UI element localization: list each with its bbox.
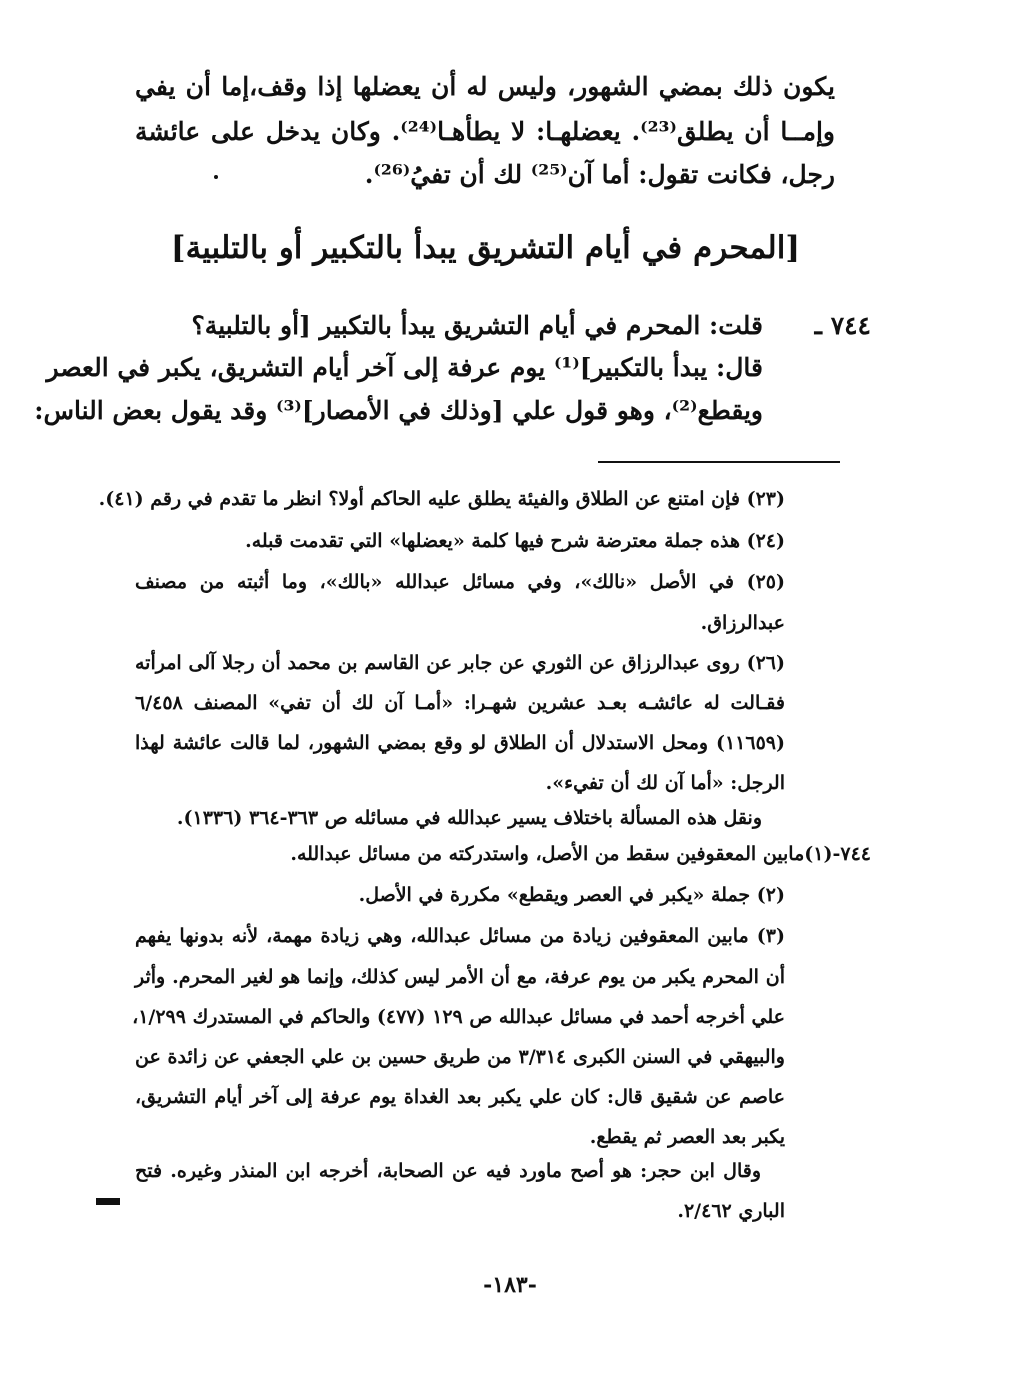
question-line: قلت: المحرم في أيام التشريق يبدأ بالتكبير [أو بالتلبية؟ [191,311,763,340]
answer-line-2: ويقطع⁽²⁾، وهو قول علي [وذلك في الأمصار]⁽³⁾ وقد يقول بعض الناس: [34,396,763,425]
body-line-2: وإمــا أن يطلق⁽²³⁾. يعضلهـا: لا يطأهـا⁽²⁴⁾. وكان يدخل على عائشة [135,117,835,146]
footnote-line: (٢٦) روى عبدالرزاق عن الثوري عن جابر عن القاسم بن محمد أن رجلا آلى امرأته [135,652,785,674]
footnote-line: والبيهقي في السنن الكبرى ٣/٣١٤ من طريق حسين بن علي الجعفي عن زائدة عن [135,1046,785,1068]
footnote-line: علي أخرجه أحمد في مسائل عبدالله ص ١٢٩ (٤٧٧) والحاكم في المستدرك ١/٢٩٩، [132,1006,785,1028]
footnote-line: يكبر بعد العصر ثم يقطع. [589,1126,785,1148]
footnote-line: فقـالت له عائشـه بعـد عشرين شهـرا: «أمـا آن لك أن تفي» المصنف ٦/٤٥٨ [135,692,785,714]
body-line-3: رجل، فكانت تقول: أما آن⁽²⁵⁾ لك أن تفيُ⁽²⁶⁾. [364,160,835,189]
body-line-1: يكون ذلك بمضي الشهور، وليس له أن يعضلها إذا وقف،إما أن يفي [135,72,835,101]
footnote-line: (٢٤) هذه جملة معترضة شرح فيها كلمة «يعضلها» التي تقدمت قبله. [245,530,785,552]
page-number: -١٨٣- [483,1272,537,1298]
footnote-line: (٢) جملة «يكبر في العصر ويقطع» مكررة في الأصل. [358,884,785,906]
footnote-line: (٢٣) فإن امتنع عن الطلاق والفيئة يطلق عليه الحاكم أولا؟ انظر ما تقدم في رقم (٤١). [98,488,785,510]
footnote-line: الرجل: «أما آن لك أن تفيء». [545,772,785,794]
footnote-line: وقال ابن حجر: هو أصح ماورد فيه عن الصحابة، أخرجه ابن المنذر وغيره. فتح [135,1160,761,1182]
stray-dot [214,175,218,179]
margin-mark [96,1198,120,1205]
question-number: ٧٤٤ ـ [814,311,871,340]
footnote-line: عبدالرزاق. [700,612,785,634]
footnote-line: ونقل هذه المسألة باختلاف يسير عبدالله في مسائله ص ٣٦٣-٣٦٤ (١٣٣٦). [176,807,762,829]
footnote-line: (١١٦٥٩) ومحل الاستدلال أن الطلاق لو وقع بمضي الشهور، لما قالت عائشة لهذا [135,732,785,754]
footnote-line: أن المحرم يكبر من يوم عرفة، مع أن الأمر ليس كذلك، وإنما هو لغير المحرم. وأثر [135,966,785,988]
footnote-line: الباري ٢/٤٦٢. [677,1200,785,1222]
section-title: [المحرم في أيام التشريق يبدأ بالتكبير أو بالتلبية] [170,230,800,266]
footnote-line: (٢٥) في الأصل «نالك»، وفي مسائل عبدالله «بالك»، وما أثبته من مصنف [135,571,785,593]
answer-line-1: قال: يبدأ بالتكبير]⁽¹⁾ يوم عرفة إلى آخر أيام التشريق، يكبر في العصر [46,353,763,382]
footnote-line: عاصم عن شقيق قال: كان علي يكبر بعد الغداة يوم عرفة إلى آخر أيام التشريق، [135,1086,785,1108]
footnote-separator [598,461,840,463]
footnote-line: (٣) مابين المعقوفين زيادة من مسائل عبدالله، وهي زيادة مهمة، لأنه بدونها يفهم [135,925,785,947]
footnote-line: ٧٤٤-(١)مابين المعقوفين سقط من الأصل، واستدركته من مسائل عبدالله. [290,843,871,865]
